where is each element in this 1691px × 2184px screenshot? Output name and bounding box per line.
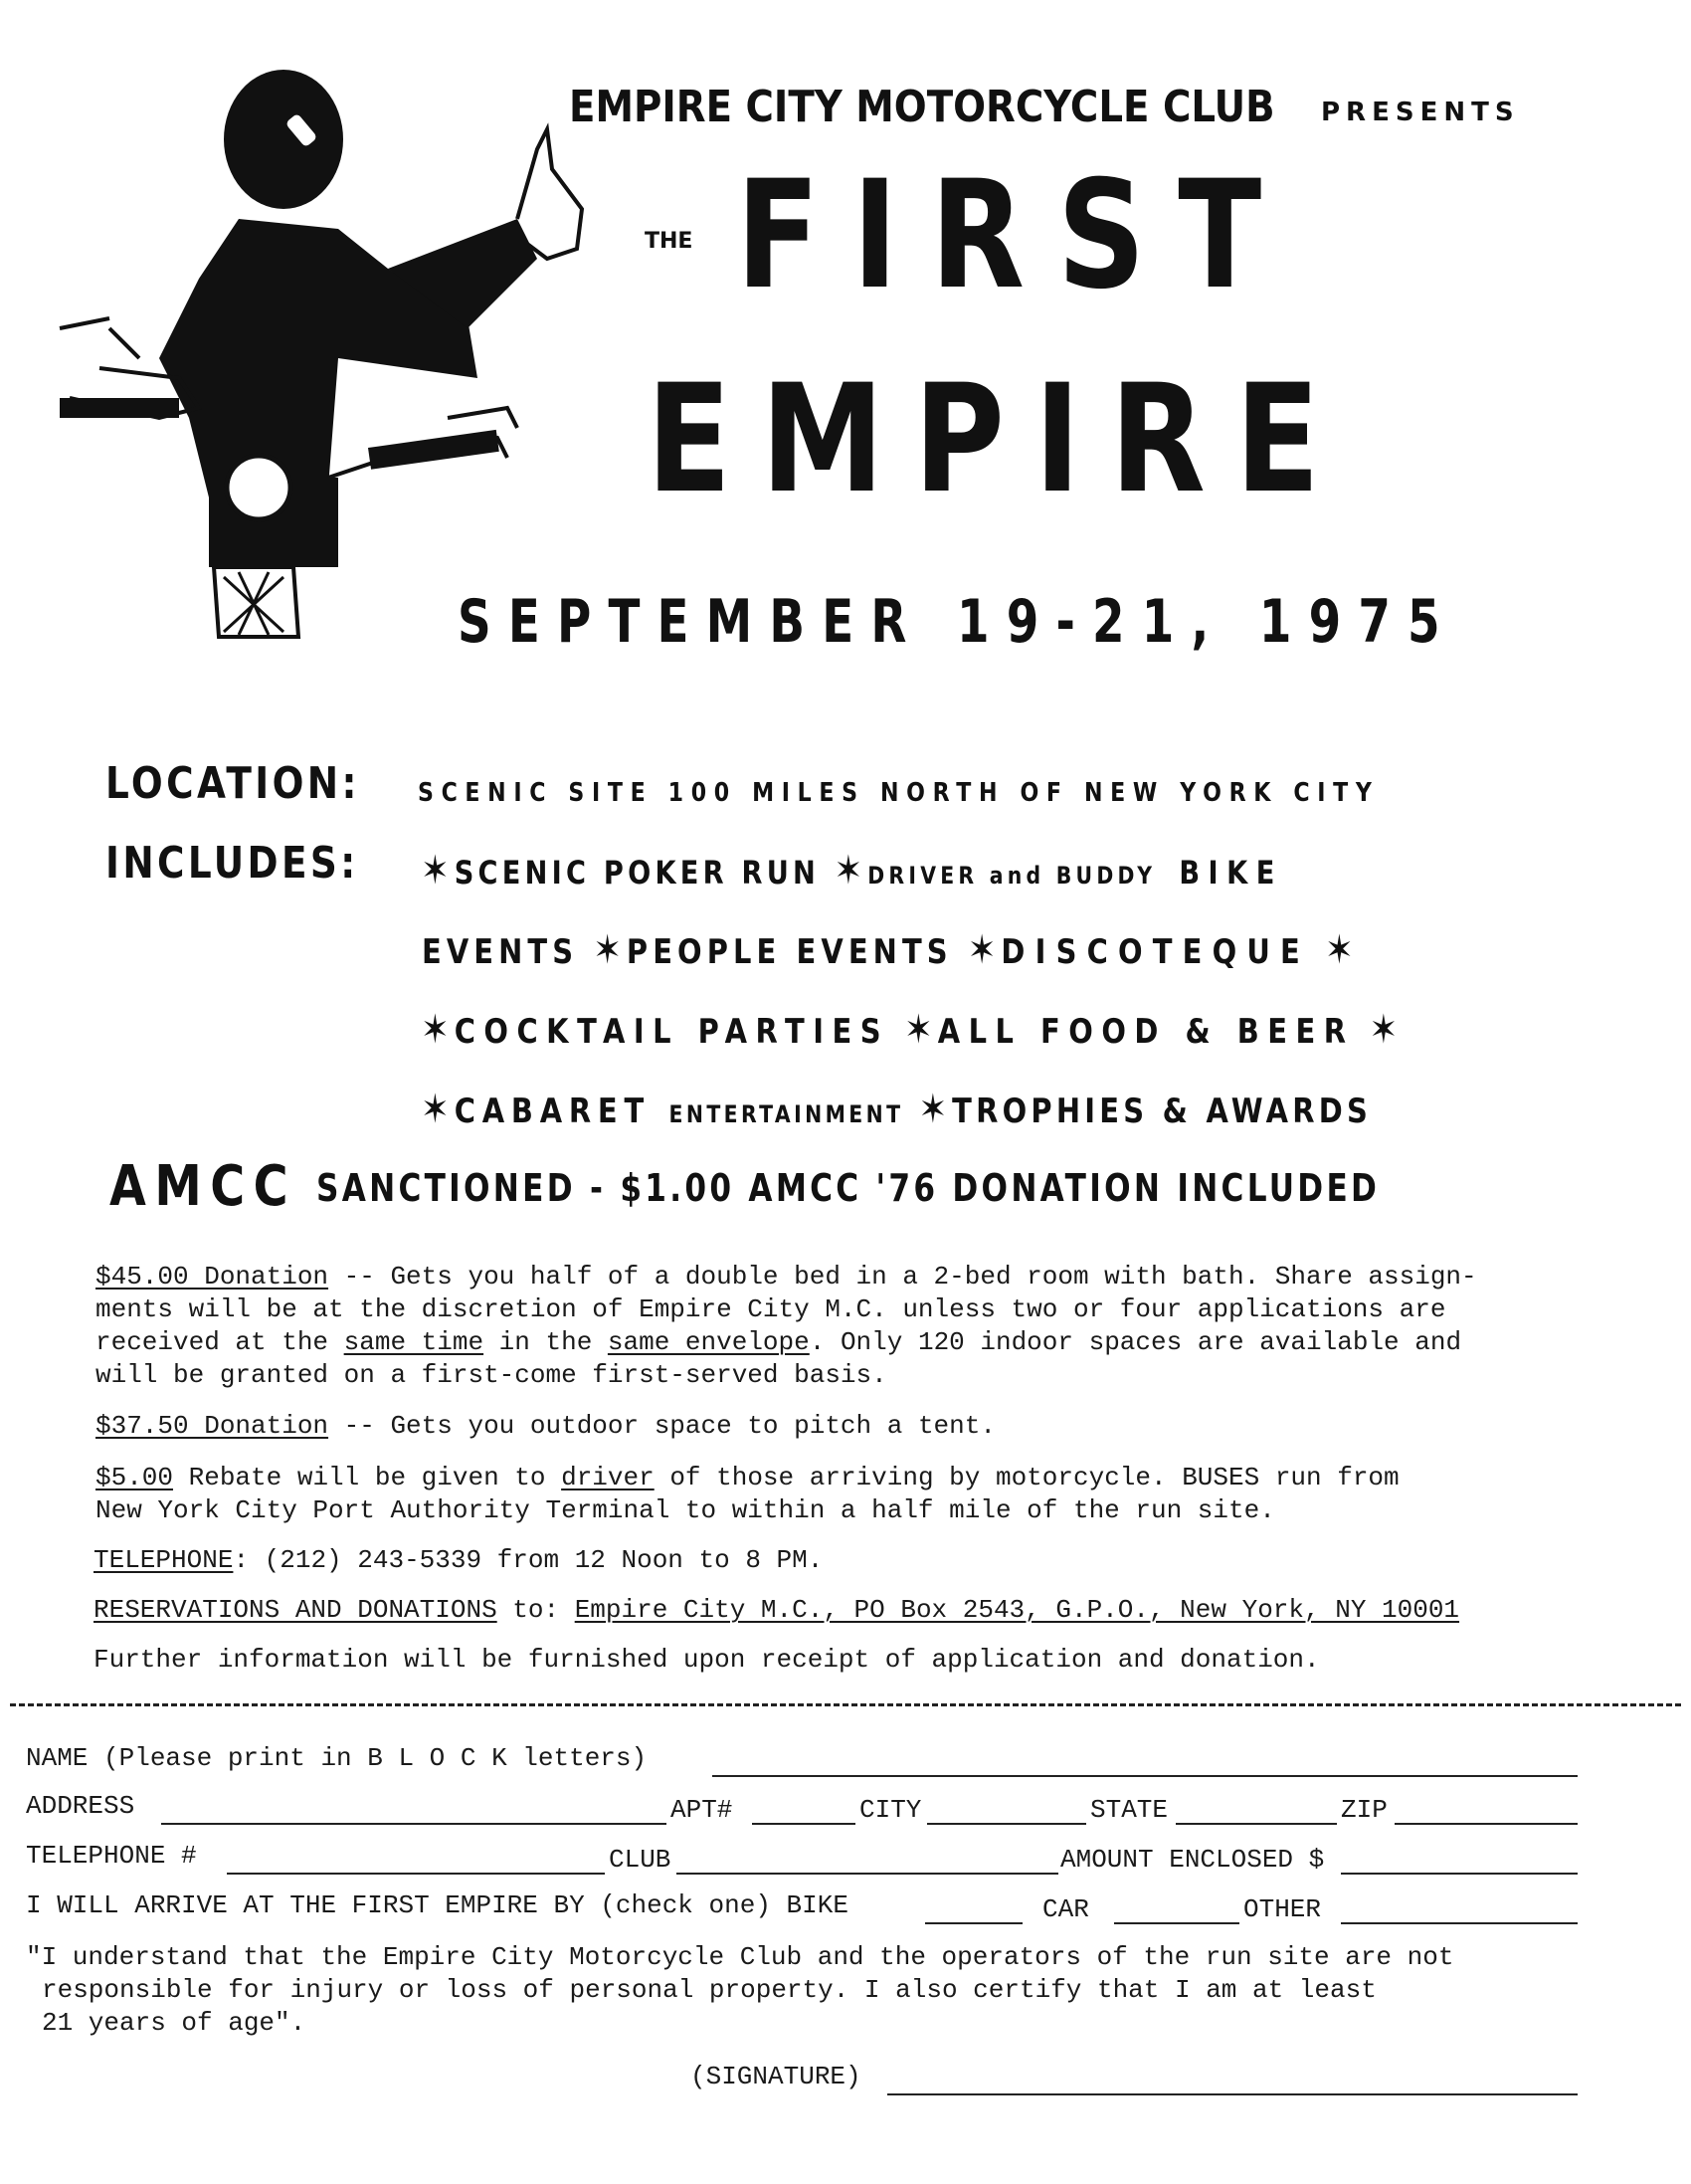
state-field[interactable] (1176, 1823, 1337, 1825)
donation-45-line-2: ments will be at the discretion of Empire City M.C. unless two or four applications are (95, 1294, 1446, 1324)
include-item: DRIVER and BUDDY (867, 862, 1157, 890)
rebate-label: $5.00 (95, 1463, 174, 1492)
star-icon: ✶ (1369, 1007, 1399, 1053)
star-icon: ✶ (918, 1087, 948, 1132)
includes-row-4 (416, 1087, 1372, 1132)
star-icon: ✶ (421, 1007, 450, 1053)
telephone-label: TELEPHONE (94, 1545, 234, 1575)
donation-45-line-3 (95, 1327, 1461, 1357)
rebate-line-2: New York City Port Authority Terminal to within a half mile of the run site. (95, 1495, 1275, 1525)
donation-37-line (95, 1411, 996, 1441)
other-checkbox[interactable] (1341, 1922, 1578, 1924)
disclaimer-line-2: responsible for injury or loss of personal property. I also certify that I am at least (42, 1975, 1377, 2005)
apt-field-label: APT# (670, 1795, 733, 1825)
include-item: SCENIC POKER RUN (454, 854, 821, 892)
text-segment: to: (496, 1595, 575, 1625)
include-item: TROPHIES & AWARDS (952, 1092, 1373, 1131)
include-item: EVENTS (422, 932, 579, 972)
text-segment: received at the (95, 1327, 344, 1357)
star-icon: ✶ (593, 927, 622, 973)
includes-label: INCLUDES: (105, 838, 359, 889)
the-text: THE (645, 229, 693, 254)
bike-checkbox[interactable] (925, 1922, 1023, 1924)
telephone-line (94, 1545, 823, 1575)
presents-text: PRESENTS (1321, 98, 1520, 127)
state-field-label: STATE (1090, 1795, 1169, 1825)
amount-enclosed-field[interactable] (1341, 1873, 1578, 1875)
location-value: SCENIC SITE 100 MILES NORTH OF NEW YORK CITY (418, 778, 1380, 808)
zip-field-label: ZIP (1341, 1795, 1388, 1825)
title-empire: EMPIRE (647, 353, 1350, 526)
sanction-text: SANCTIONED - $1.00 AMCC '76 DONATION INCLUDED (316, 1166, 1381, 1210)
arrival-label: I WILL ARRIVE AT THE FIRST EMPIRE BY (check one) BIKE (26, 1890, 848, 1920)
rebate-line-1 (95, 1463, 1400, 1492)
driver-text: driver (561, 1463, 655, 1492)
amcc-label: AMCC (109, 1154, 297, 1219)
telephone-field[interactable] (227, 1873, 605, 1875)
donation-45-label: $45.00 Donation (95, 1262, 329, 1291)
car-label: CAR (1042, 1894, 1089, 1924)
reservations-label: RESERVATIONS AND DONATIONS (94, 1595, 497, 1625)
includes-row-1 (416, 848, 1283, 893)
car-checkbox[interactable] (1114, 1922, 1239, 1924)
include-item: ENTERTAINMENT (668, 1100, 904, 1128)
cut-line-divider (10, 1703, 1681, 1706)
reservations-line (94, 1595, 1459, 1625)
signature-field[interactable] (887, 2093, 1578, 2095)
club-field[interactable] (676, 1873, 1058, 1875)
amount-field-label: AMOUNT ENCLOSED $ (1060, 1845, 1325, 1875)
name-field-label: NAME (Please print in B L O C K letters) (26, 1743, 648, 1773)
include-item: DISCOTEQUE (1001, 932, 1311, 972)
name-field[interactable] (712, 1775, 1578, 1777)
motorcycle-rider-icon (40, 60, 597, 657)
include-item: BIKE (1179, 854, 1283, 892)
text-segment: Rebate will be given to (173, 1463, 562, 1492)
text-segment: . Only 120 indoor spaces are available and (809, 1327, 1462, 1357)
star-icon: ✶ (421, 1087, 450, 1132)
donation-45-line-4: will be granted on a first-come first-served basis. (95, 1360, 887, 1390)
star-icon: ✶ (834, 848, 863, 893)
star-icon: ✶ (904, 1007, 933, 1053)
event-date: SEPTEMBER 19-21, 1975 (458, 587, 1457, 657)
include-item: ALL FOOD & BEER (937, 1012, 1355, 1052)
telephone-text: : (212) 243-5339 from 12 Noon to 8 PM. (233, 1545, 824, 1575)
city-field-label: CITY (859, 1795, 922, 1825)
star-icon: ✶ (1325, 927, 1354, 973)
address-field-label: ADDRESS (26, 1791, 135, 1821)
club-name: EMPIRE CITY MOTORCYCLE CLUB (569, 82, 1275, 132)
apt-field[interactable] (752, 1823, 855, 1825)
text-segment: of those arriving by motorcycle. BUSES run from (654, 1463, 1400, 1492)
same-time-text: same time (343, 1327, 484, 1357)
star-icon: ✶ (421, 848, 450, 893)
disclaimer-line-1: "I understand that the Empire City Motorcycle Club and the operators of the run site are not (26, 1942, 1454, 1972)
text-segment: in the (483, 1327, 608, 1357)
disclaimer-line-3: 21 years of age". (42, 2008, 306, 2038)
includes-row-3 (416, 1007, 1403, 1053)
include-item: COCKTAIL PARTIES (454, 1012, 890, 1052)
title-first: FIRST (736, 149, 1294, 322)
zip-field[interactable] (1395, 1823, 1578, 1825)
donation-37-label: $37.50 Donation (95, 1411, 329, 1441)
donation-37-text: -- Gets you outdoor space to pitch a tent. (328, 1411, 996, 1441)
telephone-field-label: TELEPHONE # (26, 1841, 197, 1871)
donation-45-text: -- Gets you half of a double bed in a 2-bed room with bath. Share assign- (328, 1262, 1477, 1291)
location-label: LOCATION: (105, 758, 360, 809)
further-info: Further information will be furnished upon receipt of application and donation. (94, 1645, 1320, 1675)
include-item: PEOPLE EVENTS (626, 932, 953, 972)
address-field[interactable] (161, 1823, 666, 1825)
mailing-address: Empire City M.C., PO Box 2543, G.P.O., New York, NY 10001 (574, 1595, 1460, 1625)
star-icon: ✶ (967, 927, 997, 973)
other-label: OTHER (1243, 1894, 1322, 1924)
include-item: CABARET (454, 1092, 651, 1131)
city-field[interactable] (927, 1823, 1086, 1825)
donation-45-line-1 (95, 1262, 1477, 1291)
includes-row-2 (422, 927, 1359, 973)
signature-label: (SIGNATURE) (690, 2062, 861, 2091)
club-field-label: CLUB (609, 1845, 671, 1875)
same-envelope-text: same envelope (607, 1327, 810, 1357)
